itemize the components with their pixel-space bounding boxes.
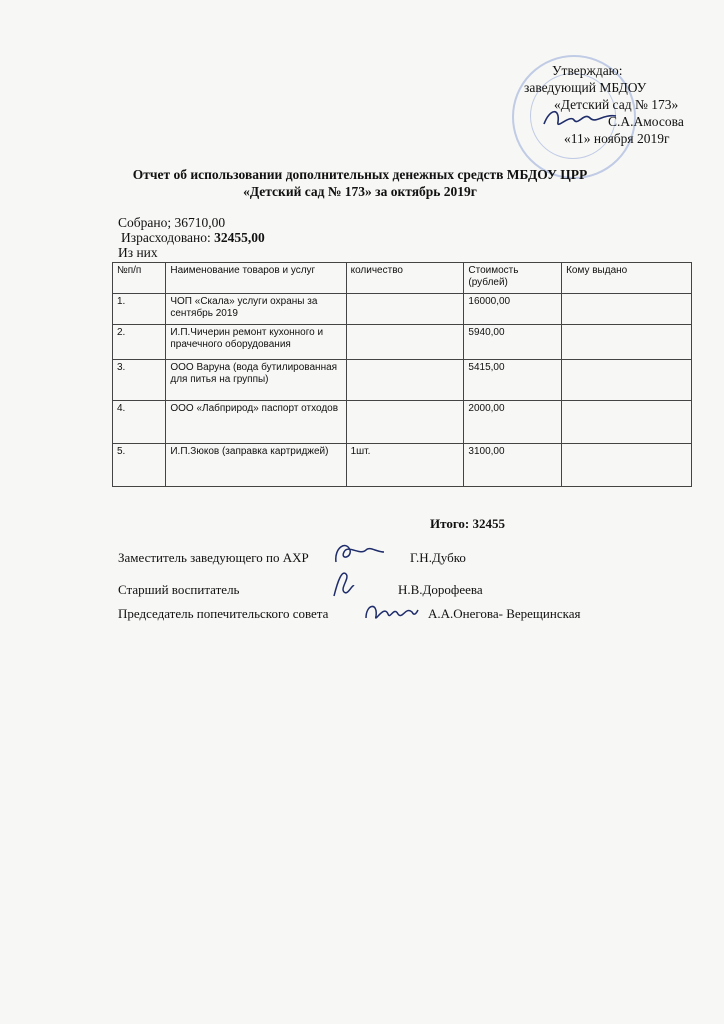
signature-role-senior: Старший воспитатель [118, 582, 240, 597]
cell-number: 3. [113, 360, 166, 401]
cell-cost: 2000,00 [464, 401, 562, 444]
cell-cost: 16000,00 [464, 294, 562, 325]
table-header-row [113, 263, 692, 294]
table-row [113, 360, 692, 401]
chair-signature [362, 596, 420, 628]
table-row [113, 401, 692, 444]
cell-item: И.П.Чичерин ремонт кухонного и прачечного оборудования [166, 325, 346, 360]
cell-number: 5. [113, 444, 166, 487]
cell-cost: 5415,00 [464, 360, 562, 401]
signature-name-chair: А.А.Онегова- Верещинская [428, 606, 581, 621]
collected-text: Собрано; 36710,00 [118, 215, 226, 230]
cell-item: И.П.Зюков (заправка картриджей) [166, 444, 346, 487]
total-text: Итого: 32455 [430, 516, 505, 531]
cell-cost: 5940,00 [464, 325, 562, 360]
summary-block [118, 215, 265, 260]
approval-line-1: Утверждаю: [552, 63, 623, 78]
cell-recipient [562, 325, 692, 360]
director-signature [540, 104, 620, 132]
approval-line-3: «Детский сад № 173» [554, 97, 679, 112]
spent-label: Израсходовано: [121, 230, 215, 245]
approval-line-5: «11» ноября 2019г [564, 131, 670, 146]
table-row [113, 444, 692, 487]
senior-signature [328, 566, 358, 600]
approval-line-4: С.А.Амосова [608, 114, 684, 129]
header-cost: Стоимость (рублей) [464, 263, 562, 294]
cell-quantity [346, 401, 464, 444]
cell-recipient [562, 360, 692, 401]
header-item: Наименование товаров и услуг [166, 263, 346, 294]
signature-name-deputy: Г.Н.Дубко [410, 550, 466, 565]
cell-item: ООО «Лабприрод» паспорт отходов [166, 401, 346, 444]
of-which-text: Из них [118, 245, 158, 260]
approval-line-2: заведующий МБДОУ [524, 80, 647, 95]
cell-quantity [346, 360, 464, 401]
cell-number: 1. [113, 294, 166, 325]
cell-item: ЧОП «Скала» услуги охраны за сентябрь 2019 [166, 294, 346, 325]
cell-recipient [562, 294, 692, 325]
signature-role-deputy: Заместитель заведующего по АХР [118, 550, 309, 565]
header-recipient: Кому выдано [562, 263, 692, 294]
cell-quantity: 1шт. [346, 444, 464, 487]
table-row [113, 294, 692, 325]
cell-quantity [346, 294, 464, 325]
cell-quantity [346, 325, 464, 360]
deputy-signature [330, 538, 386, 568]
cell-number: 4. [113, 401, 166, 444]
spent-value: 32455,00 [214, 230, 265, 245]
cell-number: 2. [113, 325, 166, 360]
cell-recipient [562, 444, 692, 487]
table-row [113, 325, 692, 360]
cell-cost: 3100,00 [464, 444, 562, 487]
document-title [110, 166, 610, 200]
cell-item: ООО Варуна (вода бутилированная для питья на группы) [166, 360, 346, 401]
signature-role-chair: Председатель попечительского совета [118, 606, 329, 621]
header-number: №п/п [113, 263, 166, 294]
header-quantity: количество [346, 263, 464, 294]
cell-recipient [562, 401, 692, 444]
expenses-table [112, 262, 692, 487]
spent-line [118, 230, 265, 245]
signature-name-senior: Н.В.Дорофеева [398, 582, 483, 597]
title-line-1: Отчет об использовании дополнительных денежных средств МБДОУ ЦРР [132, 167, 588, 182]
title-line-2: «Детский сад № 173» за октябрь 2019г [243, 184, 477, 199]
